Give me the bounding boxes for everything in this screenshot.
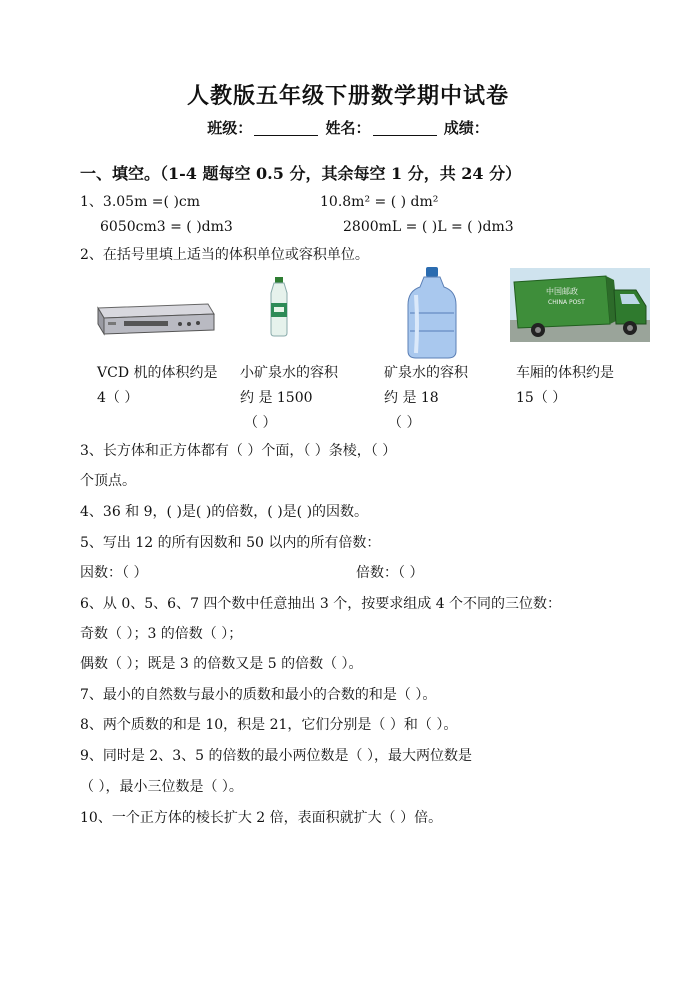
q6-line2: 奇数（ ）；3 的倍数（ ）； [80,626,243,642]
q2-prompt: 2、在括号里填上适当的体积单位或容积单位。 [80,247,369,263]
page-title: 人教版五年级下册数学期中试卷 [186,83,509,109]
truck-en-text: CHINA POST [548,299,585,306]
score-label: 成绩： [443,119,489,137]
q10: 10、一个正方体的棱长扩大 2 倍，表面积就扩大（ ）倍。 [80,810,443,826]
q3-line1: 3、长方体和正方体都有（ ）个面，（ ）条棱，（ ） [80,443,397,459]
q2-item-2-line1: 小矿泉水的容积 [240,365,338,381]
q6: 6、从 0、5、6、7 四个数中任意抽出 3 个，按要求组成 4 个不同的三位数： [80,596,562,612]
q9-line2: （ ），最小三位数是（ ）。 [80,779,243,795]
q8: 8、两个质数的和是 10，积是 21，它们分别是（ ）和（ ）。 [80,717,458,733]
q1-a: 1、3.05m =( )cm [80,194,201,210]
q5: 5、写出 12 的所有因数和 50 以内的所有倍数： [80,535,381,551]
q2-item-4-line1: 车厢的体积约是 [516,365,614,381]
q2-item-4-line2: 15（ ） [516,390,567,406]
q2-item-3-line1: 矿泉水的容积 [384,365,468,381]
name-blank[interactable] [373,122,437,136]
class-blank[interactable] [254,122,318,136]
q1-d: 2800mL = ( )L = ( )dm3 [343,219,514,235]
vcd-player-image [94,300,216,336]
q2-item-3-line3: （ ） [388,415,421,431]
china-post-truck-image [510,268,650,342]
q3-line2: 个顶点。 [80,473,136,489]
q5-factors: 因数：（ ） [80,565,148,581]
q1-c: 6050cm3 = ( )dm3 [100,219,233,235]
q2-item-1-line1: VCD 机的体积约是 [97,365,218,381]
small-water-bottle-image [262,275,296,337]
q2-item-3-line2: 约 是 18 [384,390,439,406]
q2-item-1-line2: 4（ ） [97,390,139,406]
q2-item-2-line2: 约 是 1500 [240,390,313,406]
student-info-line [0,121,696,136]
q1-b: 10.8m² = ( ) dm² [320,194,439,210]
water-jug-image [404,265,460,361]
section-heading: 一、填空。（1-4 题每空 0.5 分，其余每空 1 分，共 24 分） [80,164,522,183]
q6-line3: 偶数（ ）；既是 3 的倍数又是 5 的倍数（ ）。 [80,656,363,672]
name-label: 姓名： [325,119,371,137]
q5-multiples: 倍数：（ ） [356,565,424,581]
truck-cn-text: 中国邮政 [546,287,578,296]
q7: 7、最小的自然数与最小的质数和最小的合数的和是（ ）。 [80,687,437,703]
q2-item-2-line3: （ ） [244,415,277,431]
q4: 4、36 和 9，( )是( )的倍数，( )是( )的因数。 [80,504,369,520]
class-label: 班级： [207,119,253,137]
q9-line1: 9、同时是 2、3、5 的倍数的最小两位数是（ ），最大两位数是 [80,748,472,764]
